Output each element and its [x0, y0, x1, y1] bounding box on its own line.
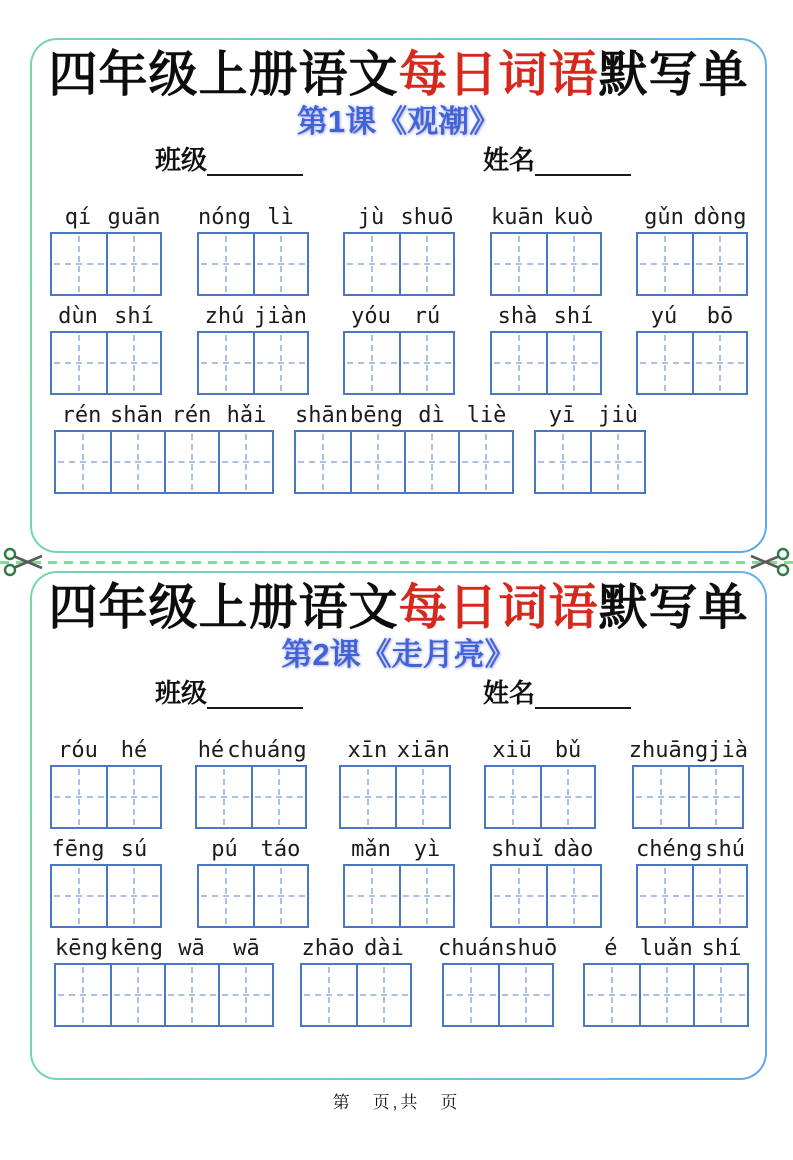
grid-cell[interactable] [458, 432, 512, 492]
grid-cell[interactable] [356, 965, 410, 1025]
pinyin-syllable: bǔ [554, 737, 582, 763]
grid-cell[interactable] [492, 333, 546, 393]
grid-cell[interactable] [253, 866, 307, 926]
page-title [32, 48, 765, 103]
pinyin-syllable: chéng [636, 836, 703, 862]
pinyin-syllable: dào [553, 836, 594, 862]
grid-cell[interactable] [638, 234, 692, 294]
name-blank-line[interactable] [535, 679, 631, 709]
pinyin-label [343, 204, 455, 232]
word-group [54, 402, 274, 494]
writing-grid[interactable] [583, 963, 749, 1027]
grid-cell[interactable] [634, 767, 688, 827]
pinyin-syllable: dài [364, 935, 404, 961]
pinyin-syllable: shuǐ [491, 836, 544, 862]
pinyin-syllable: nóng [198, 204, 251, 230]
scissors-icon [747, 545, 791, 579]
grid-cell[interactable] [404, 432, 458, 492]
pinyin-syllable: hǎi [226, 402, 267, 428]
pinyin-syllable: bēng [350, 402, 403, 428]
class-blank-line[interactable] [207, 679, 303, 709]
title-black-1: 四年级上册语文 [48, 581, 399, 635]
pinyin-syllable: qí [64, 204, 92, 230]
pinyin-syllable: chuán [438, 935, 505, 961]
pinyin-syllable: dùn [58, 303, 98, 329]
grid-cell[interactable] [546, 234, 600, 294]
grid-cell[interactable] [302, 965, 356, 1025]
pinyin-syllable: shú [705, 836, 745, 862]
grid-cell[interactable] [399, 234, 453, 294]
pinyin-label [54, 402, 274, 430]
writing-grid[interactable] [339, 765, 451, 829]
writing-grid[interactable] [300, 963, 412, 1027]
grid-cell[interactable] [106, 234, 160, 294]
writing-grid[interactable] [197, 864, 309, 928]
pinyin-syllable: chuáng [227, 737, 307, 763]
pinyin-label [50, 303, 162, 331]
word-rows [32, 737, 765, 1027]
pinyin-label [490, 303, 602, 331]
pinyin-syllable: yì [413, 836, 441, 862]
word-row [32, 935, 765, 1027]
writing-grid[interactable] [343, 331, 455, 395]
grid-cell[interactable] [585, 965, 639, 1025]
grid-cell[interactable] [688, 767, 742, 827]
grid-cell[interactable] [199, 234, 253, 294]
grid-cell[interactable] [546, 333, 600, 393]
title-black-1: 四年级上册语文 [48, 48, 399, 102]
grid-cell[interactable] [444, 965, 498, 1025]
grid-cell[interactable] [638, 866, 692, 926]
grid-cell[interactable] [106, 333, 160, 393]
pinyin-syllable: xīn [347, 737, 388, 763]
pinyin-syllable: zhāo [301, 935, 355, 961]
writing-grid[interactable] [343, 864, 455, 928]
grid-cell[interactable] [692, 333, 746, 393]
word-group [54, 935, 274, 1027]
pinyin-label [54, 935, 274, 963]
writing-grid[interactable] [54, 430, 274, 494]
class-blank-line[interactable] [207, 146, 303, 176]
pinyin-syllable: é [604, 935, 618, 961]
word-group [343, 204, 455, 296]
grid-cell[interactable] [110, 965, 164, 1025]
name-label: 姓名 [483, 144, 536, 175]
grid-cell[interactable] [56, 432, 110, 492]
grid-cell[interactable] [106, 866, 160, 926]
lesson-subtitle: 第1课《观潮》 [296, 103, 501, 139]
pinyin-label [294, 402, 514, 430]
writing-grid[interactable] [636, 232, 748, 296]
pinyin-syllable: shà [497, 303, 538, 329]
pinyin-syllable: yú [650, 303, 678, 329]
pinyin-label [343, 836, 455, 864]
pinyin-label [50, 836, 162, 864]
pinyin-syllable: xiū [492, 737, 532, 763]
grid-cell[interactable] [52, 333, 106, 393]
pinyin-syllable: hé [197, 737, 225, 763]
worksheet-card-2 [30, 571, 767, 1080]
pinyin-label [50, 204, 162, 232]
pinyin-label [636, 303, 748, 331]
pinyin-syllable: kuān [491, 204, 544, 230]
word-group [438, 935, 557, 1027]
writing-grid[interactable] [195, 765, 307, 829]
word-group [197, 204, 309, 296]
grid-cell[interactable] [345, 234, 399, 294]
grid-cell[interactable] [498, 965, 552, 1025]
grid-cell[interactable] [540, 767, 594, 827]
grid-cell[interactable] [197, 767, 251, 827]
word-row [32, 204, 765, 296]
word-group [50, 303, 162, 395]
grid-cell[interactable] [251, 767, 305, 827]
writing-grid[interactable] [490, 864, 602, 928]
title-black-2: 默写单 [598, 581, 749, 635]
pinyin-syllable: pú [211, 836, 238, 862]
pinyin-syllable: yóu [351, 303, 391, 329]
pinyin-syllable: shuō [504, 935, 558, 961]
pinyin-syllable: zhú [204, 303, 245, 329]
pinyin-label [300, 935, 412, 963]
pinyin-syllable: shān [295, 402, 348, 428]
grid-cell[interactable] [218, 965, 272, 1025]
word-row [32, 836, 765, 928]
grid-cell[interactable] [106, 767, 160, 827]
pinyin-label [583, 935, 749, 963]
pinyin-syllable: jù [357, 204, 385, 230]
pinyin-syllable: shuō [400, 204, 454, 230]
grid-cell[interactable] [350, 432, 404, 492]
pinyin-syllable: dòng [693, 204, 747, 230]
pinyin-label [490, 204, 602, 232]
writing-grid[interactable] [343, 232, 455, 296]
word-group [629, 737, 748, 829]
word-group [197, 303, 309, 395]
grid-cell[interactable] [52, 234, 106, 294]
grid-cell[interactable] [546, 866, 600, 926]
pinyin-syllable: shí [701, 935, 742, 961]
word-group [50, 204, 162, 296]
word-group [583, 935, 749, 1027]
class-label: 班级 [155, 144, 208, 175]
writing-grid[interactable] [490, 232, 602, 296]
pinyin-syllable: luǎn [639, 935, 693, 961]
grid-cell[interactable] [52, 866, 106, 926]
worksheet-section-1 [32, 40, 765, 551]
meta-row [155, 677, 765, 709]
word-group [490, 204, 602, 296]
pinyin-label [197, 303, 309, 331]
grid-cell[interactable] [639, 965, 693, 1025]
word-row [32, 402, 765, 494]
grid-cell[interactable] [52, 767, 106, 827]
grid-cell[interactable] [199, 866, 253, 926]
pinyin-label [438, 935, 557, 963]
word-group [490, 836, 602, 928]
pinyin-syllable: rén [61, 402, 102, 428]
grid-cell[interactable] [345, 866, 399, 926]
word-group [294, 402, 514, 494]
pinyin-syllable: rén [171, 402, 212, 428]
writing-grid[interactable] [54, 963, 274, 1027]
writing-grid[interactable] [50, 765, 162, 829]
writing-grid[interactable] [197, 331, 309, 395]
word-group [636, 204, 748, 296]
lesson-subtitle: 第2课《走月亮》 [281, 636, 516, 672]
grid-cell[interactable] [341, 767, 395, 827]
writing-grid[interactable] [484, 765, 596, 829]
scissors-icon [2, 545, 46, 579]
word-group [343, 303, 455, 395]
pinyin-syllable: gǔn [644, 204, 684, 230]
pinyin-syllable: jiù [598, 402, 638, 428]
pinyin-syllable: róu [58, 737, 98, 763]
pinyin-label [636, 836, 748, 864]
grid-cell[interactable] [692, 234, 746, 294]
pinyin-syllable: kēng [110, 935, 163, 961]
pinyin-syllable: shí [114, 303, 154, 329]
grid-cell[interactable] [253, 333, 307, 393]
cut-dash-line [0, 561, 793, 564]
grid-cell[interactable] [110, 432, 164, 492]
grid-cell[interactable] [199, 333, 253, 393]
grid-cell[interactable] [164, 965, 218, 1025]
pinyin-syllable: xiān [396, 737, 450, 763]
writing-grid[interactable] [636, 331, 748, 395]
grid-cell[interactable] [692, 866, 746, 926]
worksheet-page [0, 38, 793, 1160]
pinyin-syllable: kēng [55, 935, 108, 961]
word-row [32, 303, 765, 395]
word-group [50, 836, 162, 928]
title-red: 每日词语 [398, 48, 599, 102]
pinyin-label [195, 737, 307, 765]
word-group [197, 836, 309, 928]
word-group [300, 935, 412, 1027]
pinyin-syllable: yī [548, 402, 576, 428]
writing-grid[interactable] [442, 963, 554, 1027]
pinyin-label [50, 737, 162, 765]
pinyin-label [490, 836, 602, 864]
writing-grid[interactable] [50, 864, 162, 928]
title-black-2: 默写单 [598, 48, 749, 102]
pinyin-syllable: zhuāng [628, 737, 709, 763]
writing-grid[interactable] [50, 331, 162, 395]
cut-line [0, 553, 793, 571]
grid-cell[interactable] [536, 432, 590, 492]
grid-cell[interactable] [253, 234, 307, 294]
pinyin-label [534, 402, 646, 430]
pinyin-syllable: lì [267, 204, 294, 230]
word-group [50, 737, 162, 829]
grid-cell[interactable] [399, 866, 453, 926]
grid-cell[interactable] [486, 767, 540, 827]
worksheet-section-2 [32, 573, 765, 1078]
pinyin-syllable: wā [178, 935, 205, 961]
pinyin-label [343, 303, 455, 331]
grid-cell[interactable] [399, 333, 453, 393]
pinyin-syllable: táo [260, 836, 301, 862]
grid-cell[interactable] [164, 432, 218, 492]
pinyin-syllable: jià [708, 737, 748, 763]
grid-cell[interactable] [590, 432, 644, 492]
writing-grid[interactable] [197, 232, 309, 296]
grid-cell[interactable] [492, 234, 546, 294]
grid-cell[interactable] [395, 767, 449, 827]
pinyin-label [339, 737, 451, 765]
pinyin-label [636, 204, 748, 232]
pinyin-syllable: jiàn [254, 303, 307, 329]
worksheet-card-1 [30, 38, 767, 553]
pinyin-label [484, 737, 596, 765]
writing-grid[interactable] [636, 864, 748, 928]
writing-grid[interactable] [490, 331, 602, 395]
grid-cell[interactable] [638, 333, 692, 393]
pinyin-label [197, 204, 309, 232]
title-red: 每日词语 [398, 581, 599, 635]
pinyin-syllable: rú [413, 303, 441, 329]
pinyin-syllable: sú [120, 836, 148, 862]
grid-cell[interactable] [218, 432, 272, 492]
page-title [32, 581, 765, 636]
word-group [339, 737, 451, 829]
pinyin-syllable: shí [553, 303, 594, 329]
writing-grid[interactable] [632, 765, 744, 829]
word-group [636, 303, 748, 395]
pinyin-label [629, 737, 748, 765]
name-blank-line[interactable] [535, 146, 631, 176]
grid-cell[interactable] [492, 866, 546, 926]
word-group [490, 303, 602, 395]
class-label: 班级 [155, 677, 208, 708]
writing-grid[interactable] [50, 232, 162, 296]
writing-grid[interactable] [534, 430, 646, 494]
word-group [534, 402, 646, 494]
pinyin-syllable: hé [120, 737, 148, 763]
word-group [636, 836, 748, 928]
word-row [32, 737, 765, 829]
page-footer: 第 页,共 页 [332, 1093, 461, 1112]
grid-cell[interactable] [56, 965, 110, 1025]
grid-cell[interactable] [296, 432, 350, 492]
word-rows [32, 204, 765, 494]
grid-cell[interactable] [693, 965, 747, 1025]
pinyin-syllable: bō [706, 303, 734, 329]
pinyin-syllable: fēng [51, 836, 105, 862]
pinyin-label [197, 836, 309, 864]
pinyin-syllable: guān [107, 204, 161, 230]
pinyin-syllable: liè [466, 402, 507, 428]
word-group [484, 737, 596, 829]
pinyin-syllable: wā [233, 935, 260, 961]
pinyin-syllable: kuò [553, 204, 594, 230]
writing-grid[interactable] [294, 430, 514, 494]
word-group [343, 836, 455, 928]
grid-cell[interactable] [345, 333, 399, 393]
pinyin-syllable: mǎn [351, 836, 391, 862]
pinyin-syllable: dì [418, 402, 445, 428]
meta-row [155, 144, 765, 176]
pinyin-syllable: shān [110, 402, 163, 428]
name-label: 姓名 [483, 677, 536, 708]
word-group [195, 737, 307, 829]
